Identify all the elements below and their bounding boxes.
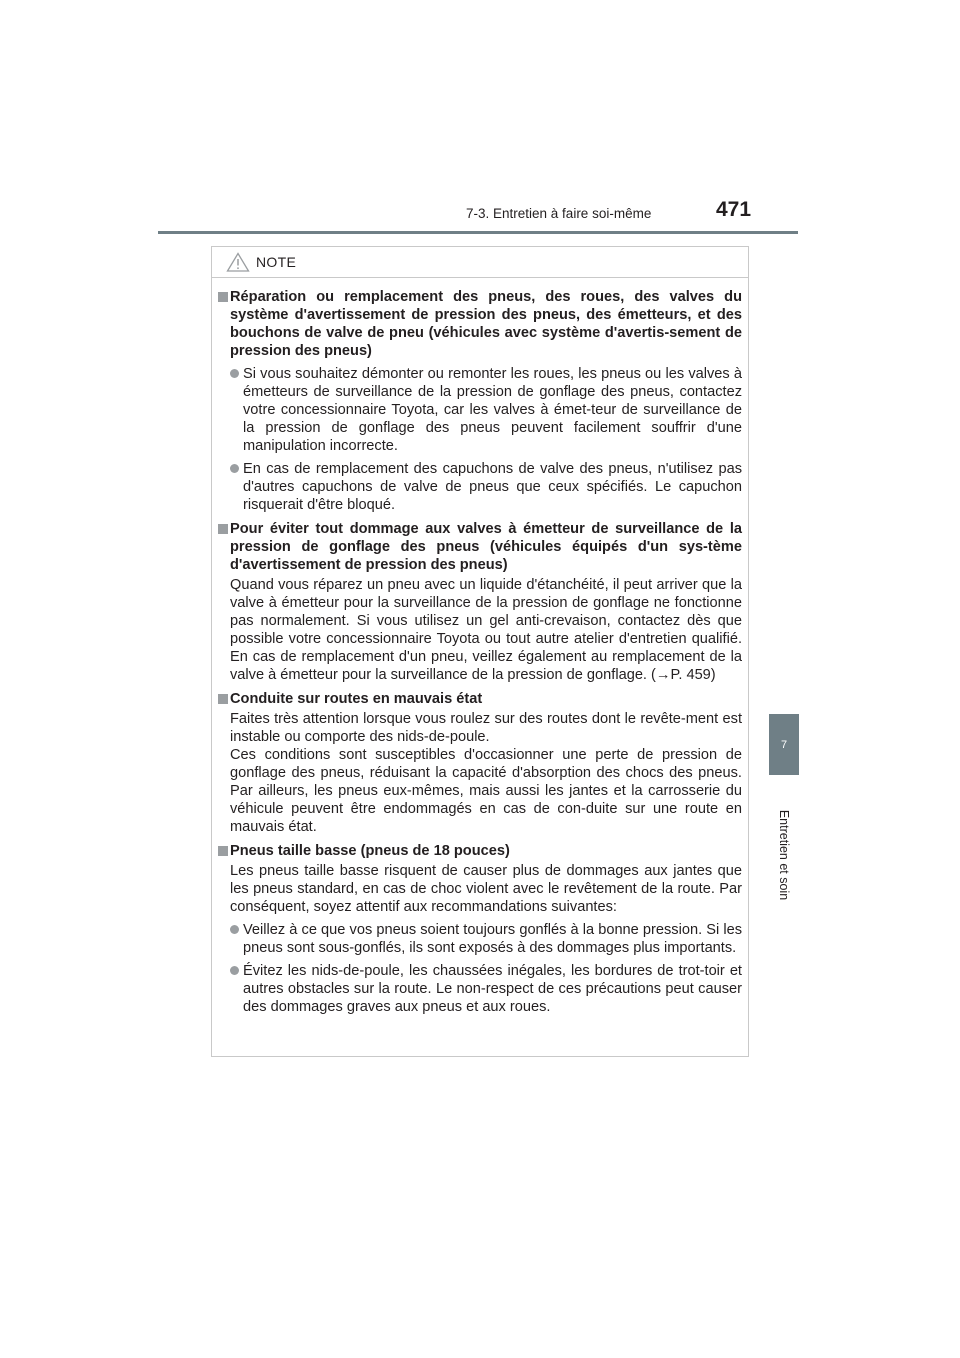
chapter-label-text: Entretien et soin	[777, 809, 791, 901]
chapter-tab	[769, 714, 799, 775]
note-section-2	[218, 520, 742, 684]
page-number: 471	[716, 198, 752, 221]
warning-triangle-icon	[226, 252, 250, 272]
chapter-number: 7	[780, 738, 788, 751]
section-title: Pneus taille basse (pneus de 18 pouces)	[230, 843, 510, 859]
section-text: Faites très attention lorsque vous roulez sur des routes dont le revête-ment est instable ou comporte des nids-de-poule.	[230, 711, 742, 745]
note-section-1	[218, 288, 742, 514]
section-title: Réparation ou remplacement des pneus, des roues, des valves du système d'avertissement de pression des pneus, des émetteurs, et des bouchons de valve de pneu (véhicules avec système d'avertis-sement de pression des pneus)	[230, 289, 742, 359]
section-text: Ces conditions sont susceptibles d'occasionner une perte de pression de gonflage des pneus, réduisant la capacité d'absorption des chocs des pneus. Par ailleurs, les pneus eux-mêmes, mais aussi les jantes et la carrosserie du véhicule peuvent être endommagés en cas de con-duite sur une route en mauvais état.	[230, 747, 742, 835]
note-section-3	[218, 690, 742, 836]
note-title: NOTE	[256, 254, 297, 270]
section-text: Quand vous réparez un pneu avec un liquide d'étanchéité, il peut arriver que la valve à émetteur pour la surveillance de la pression de gonflage ne fonctionne pas normalement. Si vous utilisez un gel anti-crevaison, contactez dès que possible votre concessionnaire Toyota ou tout autre atelier d'entretien qualifié. En cas de remplacement d'un pneu, veillez également au remplacement de la valve à émetteur pour la surveillance de la pression de gonflage. (→P. 459)	[230, 577, 742, 683]
list-item: Évitez les nids-de-poule, les chaussées inégales, les bordures de trot-toir et autres obstacles sur la route. Le non-respect de ces précautions peut causer des dommages graves aux pneus et aux roues.	[230, 962, 742, 1016]
section-title: Pour éviter tout dommage aux valves à émetteur de surveillance de la pression de gonflage des pneus (véhicules équipés d'un sys-tème d'avertissement de pression des pneus)	[230, 521, 742, 573]
header-rule	[158, 231, 798, 234]
header-section-title: 7-3. Entretien à faire soi-même	[466, 206, 652, 221]
circle-bullet-icon	[230, 464, 239, 473]
list-item: En cas de remplacement des capuchons de valve des pneus, n'utilisez pas d'autres capuchons de valve de pneus que ceux spécifiés. Le capuchon risquerait d'être bloqué.	[230, 460, 742, 514]
list-item: Veillez à ce que vos pneus soient toujours gonflés à la bonne pression. Si les pneus sont sous-gonflés, ils sont exposés à des dommages plus importants.	[230, 921, 742, 957]
note-body	[212, 278, 748, 1016]
square-bullet-icon	[218, 694, 228, 704]
circle-bullet-icon	[230, 925, 239, 934]
section-title: Conduite sur routes en mauvais état	[230, 691, 483, 707]
square-bullet-icon	[218, 846, 228, 856]
circle-bullet-icon	[230, 966, 239, 975]
note-section-4	[218, 842, 742, 1016]
chapter-label	[770, 780, 798, 930]
circle-bullet-icon	[230, 369, 239, 378]
note-header	[212, 247, 748, 278]
list-item: Si vous souhaitez démonter ou remonter les roues, les pneus ou les valves à émetteurs de surveillance de la pression de gonflage des pneus, contactez votre concessionnaire Toyota, car les valves à émet-teur de surveillance de la pression de gonflage des pneus peuvent facilement souffrir d'une manipulation incorrecte.	[230, 365, 742, 455]
square-bullet-icon	[218, 524, 228, 534]
square-bullet-icon	[218, 292, 228, 302]
section-text: Les pneus taille basse risquent de causer plus de dommages aux jantes que les pneus standard, en cas de choc violent avec le revêtement de la route. Par conséquent, soyez attentif aux recommandations suivantes:	[230, 863, 742, 915]
note-box	[211, 246, 749, 1057]
